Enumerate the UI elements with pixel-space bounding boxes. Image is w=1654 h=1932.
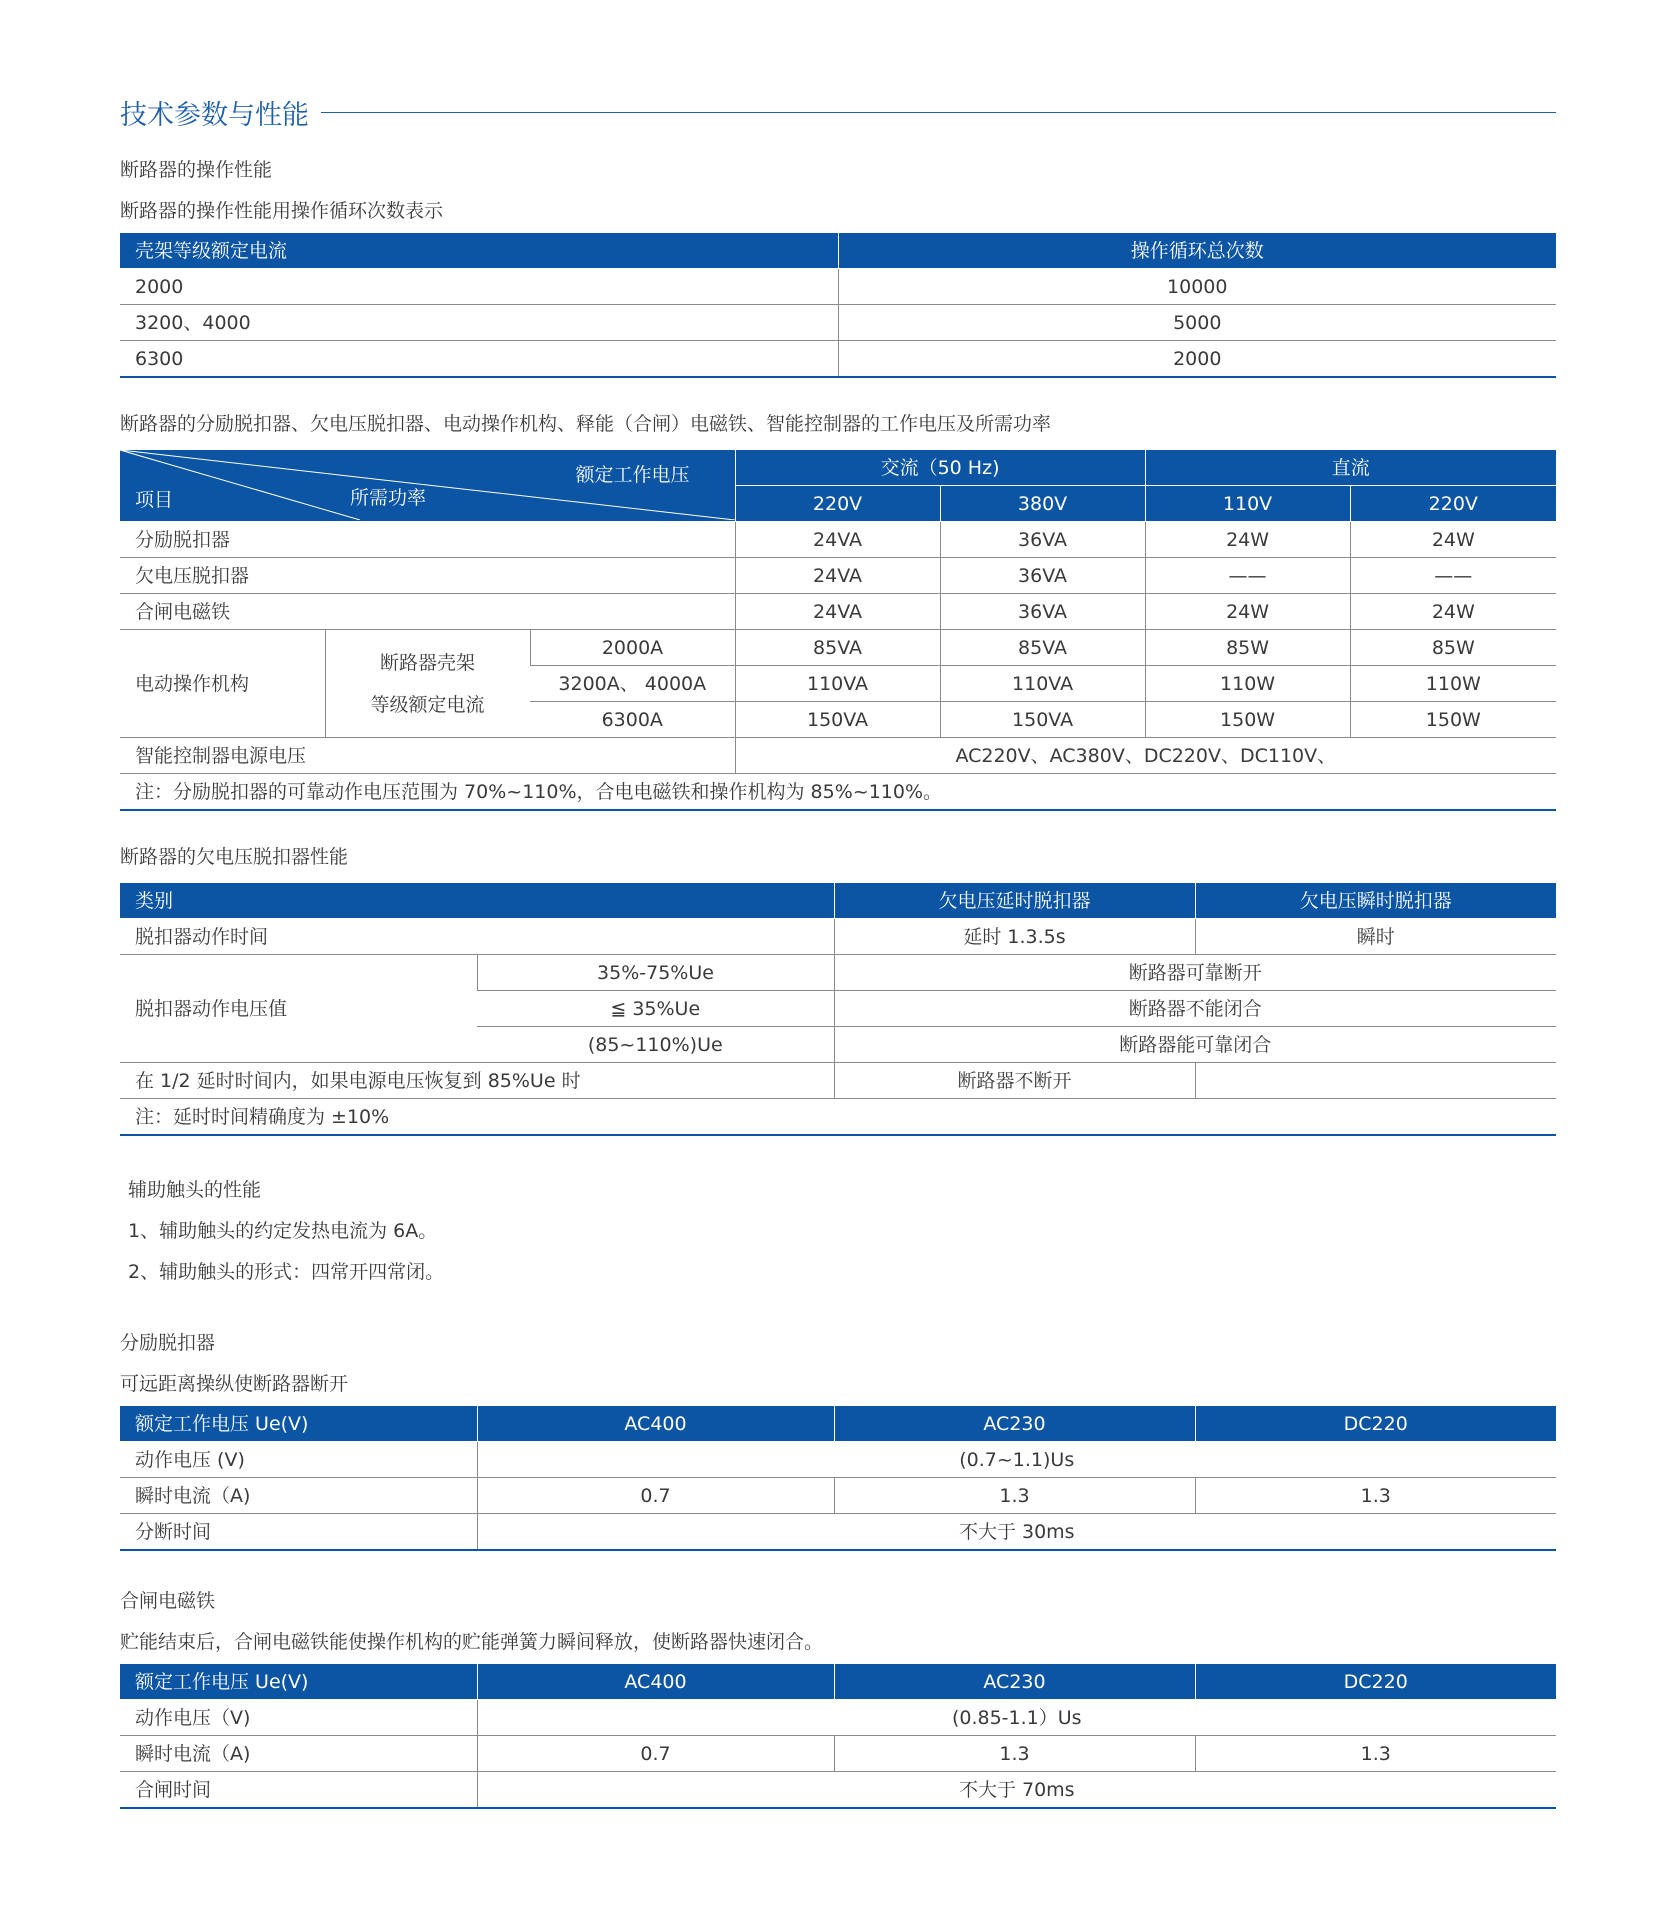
value-cell: 85W (1350, 630, 1556, 666)
row-label: 脱扣器动作电压值 (120, 955, 477, 1063)
table-row (120, 1772, 1556, 1809)
spec-page (120, 90, 1556, 1809)
value-cell: 150W (1350, 702, 1556, 738)
voltage-range-cell: ≦ 35%Ue (477, 991, 834, 1027)
row-label: 合闸电磁铁 (120, 594, 735, 630)
table-row (120, 1514, 1556, 1551)
col-delay-release: 欠电压延时脱扣器 (834, 883, 1195, 919)
row-label: 瞬时电流（A) (120, 1736, 477, 1772)
value-cell: 不大于 30ms (477, 1514, 1556, 1551)
item-label: 项目 (135, 489, 174, 511)
row-label: 脱扣器动作时间 (120, 919, 834, 955)
value-cell: 断路器不断开 (834, 1063, 1195, 1099)
result-cell: 断路器不能闭合 (834, 991, 1556, 1027)
col-frame-current: 壳架等级额定电流 (120, 233, 838, 269)
closing-heading: 合闸电磁铁 (120, 1590, 216, 1612)
value-cell: 150VA (940, 702, 1145, 738)
row-label: 欠电压脱扣器 (120, 558, 735, 594)
voltage-range-cell: (85~110%)Ue (477, 1027, 834, 1063)
dc-220v-header: 220V (1350, 486, 1556, 522)
value-cell: (0.85-1.1）Us (477, 1700, 1556, 1736)
col-ac400: AC400 (477, 1664, 834, 1700)
value-cell: —— (1145, 558, 1350, 594)
undervoltage-note: 注：延时时间精确度为 ±10% (120, 1099, 1556, 1136)
value-cell: 150VA (735, 702, 940, 738)
operation-desc: 断路器的操作性能用操作循环次数表示 (120, 200, 444, 222)
frame-value: 3200、4000 (120, 305, 838, 341)
table-row (120, 1063, 1556, 1099)
value-cell: 1.3 (834, 1478, 1195, 1514)
result-cell: 断路器可靠断开 (834, 955, 1556, 991)
value-cell: 85VA (735, 630, 940, 666)
value-cell: 36VA (940, 522, 1145, 558)
value-cell: 24W (1350, 594, 1556, 630)
operation-heading: 断路器的操作性能 (120, 159, 273, 181)
row-label: 电动操作机构 (120, 630, 325, 738)
undervoltage-table (120, 882, 1556, 1136)
dc-110v-header: 110V (1145, 486, 1350, 522)
value-cell: (0.7~1.1)Us (477, 1442, 1556, 1478)
row-label: 合闸时间 (120, 1772, 477, 1809)
current-cell: 3200A、 4000A (530, 666, 735, 702)
row-label: 动作电压（V) (120, 1700, 477, 1736)
table-row (120, 341, 1556, 378)
frame-current-label (325, 630, 530, 738)
value-cell: 1.3 (1195, 1736, 1556, 1772)
col-operation-cycles: 操作循环总次数 (838, 233, 1556, 269)
required-power-label: 所需功率 (350, 487, 427, 509)
controller-voltage-value: AC220V、AC380V、DC220V、DC110V、 (735, 738, 1556, 774)
voltage-range-cell: 35%-75%Ue (477, 955, 834, 991)
value-cell: 24VA (735, 558, 940, 594)
operation-table (120, 232, 1556, 378)
aux-section (120, 1170, 1556, 1293)
value-cell: 1.3 (834, 1736, 1195, 1772)
value-cell: —— (1350, 558, 1556, 594)
cycles-value: 2000 (838, 341, 1556, 378)
col-ac230: AC230 (834, 1406, 1195, 1442)
table-row (120, 594, 1556, 630)
closing-table (120, 1663, 1556, 1809)
table-row (120, 558, 1556, 594)
value-cell: 1.3 (1195, 1478, 1556, 1514)
value-cell: 0.7 (477, 1478, 834, 1514)
table-note-row (120, 1099, 1556, 1136)
row-label: 分断时间 (120, 1514, 477, 1551)
current-cell: 2000A (530, 630, 735, 666)
shunt-table (120, 1405, 1556, 1551)
frame-value: 6300 (120, 341, 838, 378)
ac-220v-header: 220V (735, 486, 940, 522)
value-cell: 24VA (735, 594, 940, 630)
frame-label-line2: 等级额定电流 (370, 693, 485, 716)
value-cell: 瞬时 (1195, 919, 1556, 955)
closing-desc: 贮能结束后，合闸电磁铁能使操作机构的贮能弹簧力瞬间释放，使断路器快速闭合。 (120, 1631, 824, 1653)
power-note: 注：分励脱扣器的可靠动作电压范围为 70%~110%，合电电磁铁和操作机构为 85%~110%。 (120, 774, 1556, 811)
value-cell: 不大于 70ms (477, 1772, 1556, 1809)
col-ac400: AC400 (477, 1406, 834, 1442)
ac-380v-header: 380V (940, 486, 1145, 522)
table-note-row (120, 774, 1556, 811)
col-category: 类别 (120, 883, 834, 919)
table-row (120, 1478, 1556, 1514)
table-row (120, 522, 1556, 558)
value-cell: 24W (1145, 522, 1350, 558)
shunt-desc: 可远距离操纵使断路器断开 (120, 1373, 349, 1395)
current-cell: 6300A (530, 702, 735, 738)
value-cell: 24W (1350, 522, 1556, 558)
value-cell: 24W (1145, 594, 1350, 630)
value-cell: 85VA (940, 630, 1145, 666)
undervoltage-heading: 断路器的欠电压脱扣器性能 (120, 846, 349, 868)
cycles-value: 5000 (838, 305, 1556, 341)
row-label: 动作电压 (V) (120, 1442, 477, 1478)
row-label: 智能控制器电源电压 (120, 738, 735, 774)
frame-value: 2000 (120, 269, 838, 305)
value-cell: 150W (1145, 702, 1350, 738)
table-row (120, 1700, 1556, 1736)
table-row (120, 1442, 1556, 1478)
value-cell: 85W (1145, 630, 1350, 666)
col-rated-voltage: 额定工作电压 Ue(V) (120, 1406, 477, 1442)
table-row (120, 1736, 1556, 1772)
title-divider (321, 112, 1556, 113)
col-rated-voltage: 额定工作电压 Ue(V) (120, 1664, 477, 1700)
power-table (120, 449, 1556, 811)
value-cell: 36VA (940, 558, 1145, 594)
aux-heading: 辅助触头的性能 (128, 1179, 262, 1201)
table-row (120, 919, 1556, 955)
col-dc220: DC220 (1195, 1406, 1556, 1442)
power-heading: 断路器的分励脱扣器、欠电压脱扣器、电动操作机构、释能（合闸）电磁铁、智能控制器的工作电压及所需功率 (120, 413, 1052, 435)
ac-header: 交流（50 Hz) (735, 450, 1145, 486)
section-title-row (120, 90, 1556, 134)
row-label: 瞬时电流（A) (120, 1478, 477, 1514)
value-cell: 110W (1350, 666, 1556, 702)
empty-cell (1195, 1063, 1556, 1099)
shunt-heading: 分励脱扣器 (120, 1332, 216, 1354)
table-row (120, 269, 1556, 305)
rated-voltage-label: 额定工作电压 (575, 464, 690, 486)
col-ac230: AC230 (834, 1664, 1195, 1700)
table-row (120, 630, 1556, 666)
table-row (120, 738, 1556, 774)
value-cell: 36VA (940, 594, 1145, 630)
result-cell: 断路器能可靠闭合 (834, 1027, 1556, 1063)
value-cell: 延时 1.3.5s (834, 919, 1195, 955)
row-label: 分励脱扣器 (120, 522, 735, 558)
aux-item-1: 1、辅助触头的约定发热电流为 6A。 (128, 1220, 438, 1242)
cycles-value: 10000 (838, 269, 1556, 305)
row-label: 在 1/2 延时时间内，如果电源电压恢复到 85%Ue 时 (120, 1063, 834, 1099)
col-dc220: DC220 (1195, 1664, 1556, 1700)
diagonal-header-cell (120, 450, 735, 522)
col-instant-release: 欠电压瞬时脱扣器 (1195, 883, 1556, 919)
value-cell: 0.7 (477, 1736, 834, 1772)
value-cell: 110W (1145, 666, 1350, 702)
table-row (120, 305, 1556, 341)
value-cell: 110VA (940, 666, 1145, 702)
dc-header: 直流 (1145, 450, 1556, 486)
aux-item-2: 2、辅助触头的形式：四常开四常闭。 (128, 1261, 445, 1283)
table-row (120, 955, 1556, 991)
value-cell: 110VA (735, 666, 940, 702)
page-title: 技术参数与性能 (120, 99, 309, 131)
value-cell: 24VA (735, 522, 940, 558)
frame-label-line1: 断路器壳架 (379, 651, 475, 674)
